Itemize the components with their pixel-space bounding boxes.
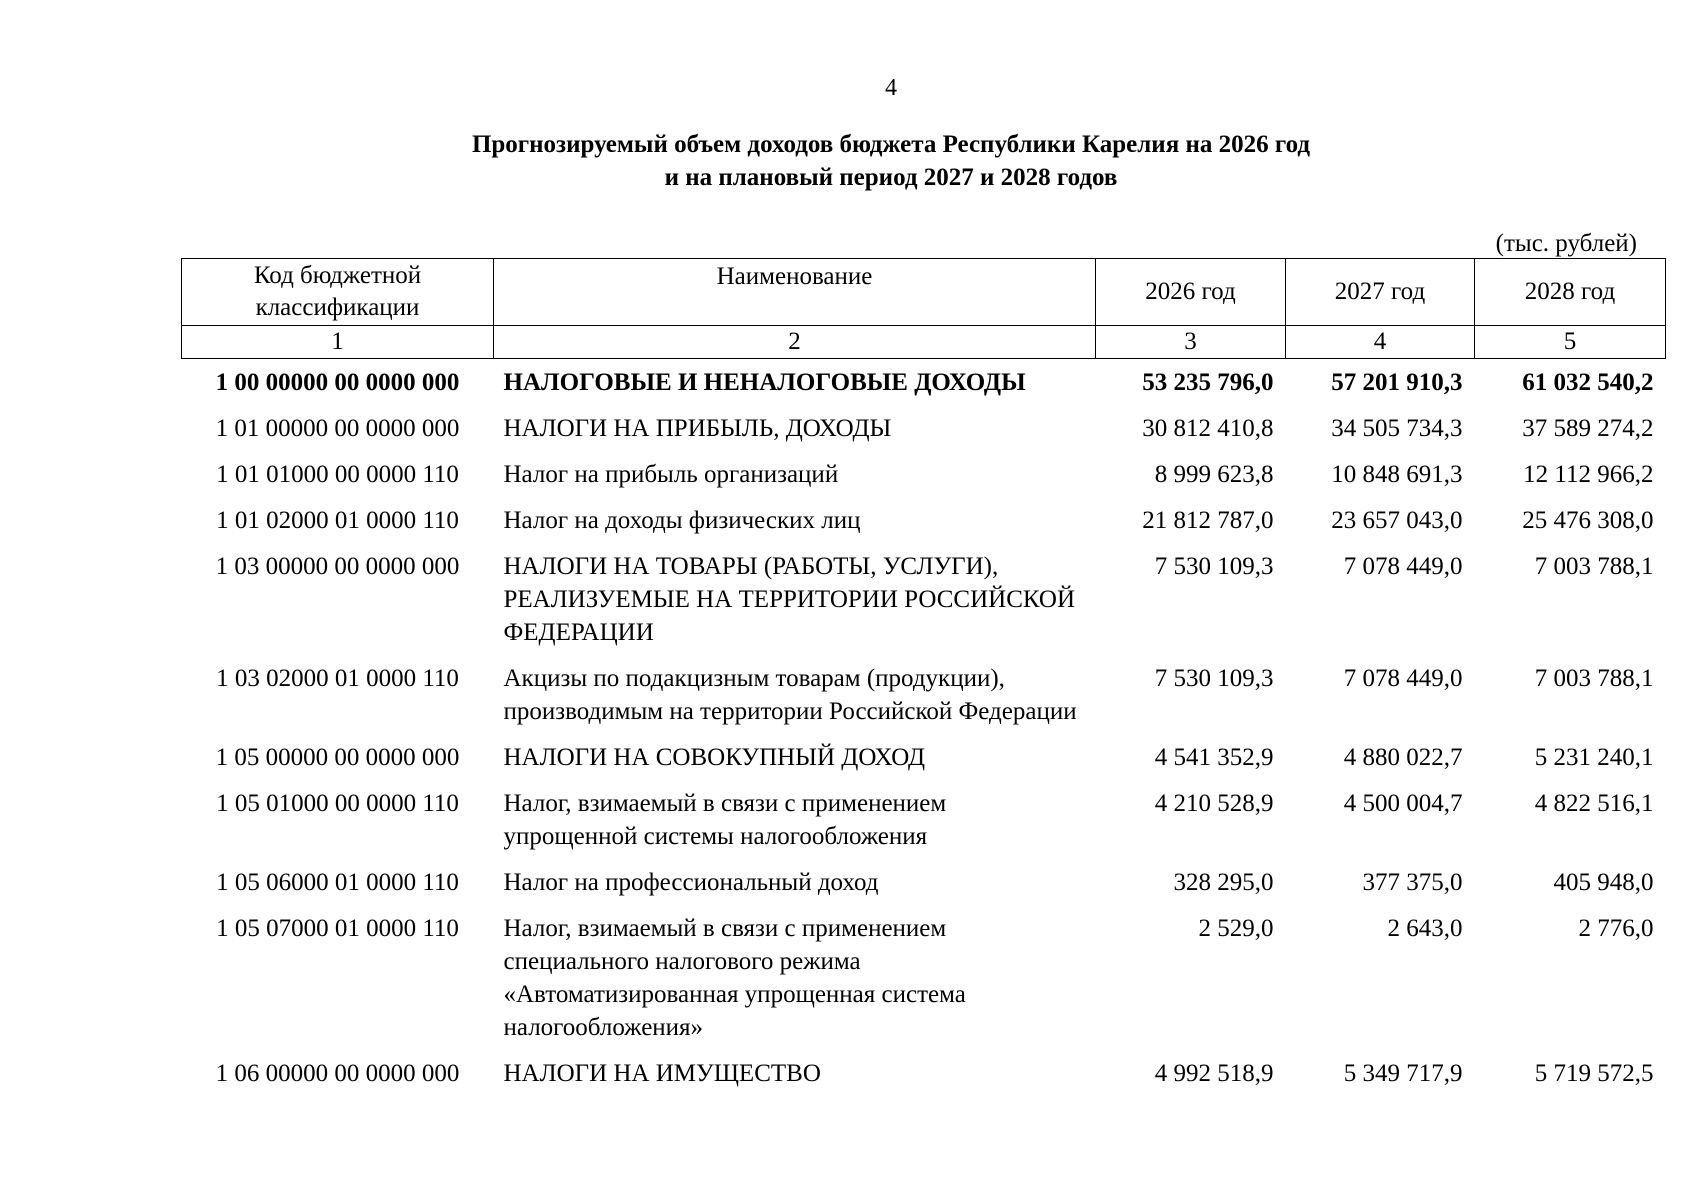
row-value-2027: 2 643,0 (1387, 915, 1463, 942)
row-name: НАЛОГИ НА СОВОКУПНЫЙ ДОХОД (503, 744, 926, 771)
row-name: Акцизы по подакцизным товарам (продукции), производимым на территории Российской Федерации (503, 665, 1077, 725)
column-numbers-row (182, 326, 1666, 359)
row-code: 1 05 00000 00 0000 000 (215, 744, 460, 771)
row-value-2028: 405 948,0 (1553, 869, 1654, 896)
row-name: НАЛОГИ НА ПРИБЫЛЬ, ДОХОДЫ (503, 415, 892, 442)
document-title-line-2: и на плановый период 2027 и 2028 годов (664, 164, 1118, 191)
table-row (182, 655, 1666, 734)
row-value-2026: 8 999 623,8 (1154, 461, 1274, 488)
page-number: 4 (885, 75, 897, 101)
row-value-2028: 7 003 788,1 (1534, 553, 1654, 580)
header-name: Наименование (494, 259, 1096, 326)
document-title-line-1: Прогнозируемый объем доходов бюджета Республики Карелия на 2026 год (471, 131, 1311, 158)
row-value-2028: 37 589 274,2 (1522, 415, 1654, 442)
column-number: 4 (1286, 326, 1475, 359)
row-value-2026: 2 529,0 (1198, 915, 1274, 942)
revenue-table (181, 258, 1666, 1096)
row-name: Налог на прибыль организаций (503, 461, 839, 488)
column-number: 1 (182, 326, 494, 359)
header-code: Код бюджетной классификации (182, 259, 494, 326)
table-header (182, 259, 1666, 359)
row-value-2027: 7 078 449,0 (1343, 665, 1463, 692)
row-value-2028: 61 032 540,2 (1522, 369, 1654, 396)
row-code: 1 05 07000 01 0000 110 (216, 915, 459, 942)
table-row (182, 905, 1666, 1050)
row-value-2027: 4 500 004,7 (1343, 790, 1463, 817)
row-code: 1 05 01000 00 0000 110 (216, 790, 459, 817)
table-row (182, 451, 1666, 497)
row-value-2027: 377 375,0 (1362, 869, 1463, 896)
column-number: 2 (494, 326, 1096, 359)
row-code: 1 05 06000 01 0000 110 (216, 869, 459, 896)
row-name: Налог на доходы физических лиц (503, 507, 861, 534)
row-value-2027: 10 848 691,3 (1331, 461, 1463, 488)
header-2027: 2027 год (1286, 259, 1475, 326)
table-row (182, 1050, 1666, 1096)
row-code: 1 00 00000 00 0000 000 (215, 369, 460, 396)
table-row (182, 780, 1666, 859)
column-number: 5 (1475, 326, 1666, 359)
row-value-2027: 57 201 910,3 (1331, 369, 1463, 396)
table-row (182, 405, 1666, 451)
row-value-2026: 4 541 352,9 (1154, 744, 1274, 771)
row-name: Налог, взимаемый в связи с применением упрощенной системы налогообложения (503, 790, 947, 850)
row-name: Налог на профессиональный доход (503, 869, 879, 896)
row-code: 1 06 00000 00 0000 000 (215, 1060, 460, 1087)
row-value-2027: 4 880 022,7 (1343, 744, 1463, 771)
table-body (182, 359, 1666, 1097)
row-value-2028: 25 476 308,0 (1522, 507, 1654, 534)
row-code: 1 03 00000 00 0000 000 (215, 553, 460, 580)
row-value-2027: 7 078 449,0 (1343, 553, 1463, 580)
row-name: НАЛОГИ НА ТОВАРЫ (РАБОТЫ, УСЛУГИ), РЕАЛИЗУЕМЫЕ НА ТЕРРИТОРИИ РОССИЙСКОЙ ФЕДЕРАЦИИ (503, 553, 1076, 646)
row-value-2026: 328 295,0 (1173, 869, 1274, 896)
row-value-2026: 21 812 787,0 (1142, 507, 1274, 534)
row-value-2028: 7 003 788,1 (1534, 665, 1654, 692)
table-row (182, 497, 1666, 543)
units-label: (тыс. рублей) (1495, 230, 1637, 257)
row-value-2028: 12 112 966,2 (1523, 461, 1654, 488)
row-value-2026: 4 210 528,9 (1154, 790, 1274, 817)
row-value-2026: 7 530 109,3 (1154, 665, 1274, 692)
row-value-2026: 30 812 410,8 (1142, 415, 1274, 442)
row-value-2027: 23 657 043,0 (1331, 507, 1463, 534)
column-number: 3 (1096, 326, 1286, 359)
row-code: 1 03 02000 01 0000 110 (216, 665, 459, 692)
row-code: 1 01 02000 01 0000 110 (216, 507, 459, 534)
row-value-2028: 2 776,0 (1578, 915, 1654, 942)
row-value-2026: 53 235 796,0 (1142, 369, 1274, 396)
row-name: НАЛОГОВЫЕ И НЕНАЛОГОВЫЕ ДОХОДЫ (503, 369, 1026, 396)
row-value-2027: 34 505 734,3 (1331, 415, 1463, 442)
row-code: 1 01 00000 00 0000 000 (215, 415, 460, 442)
row-value-2027: 5 349 717,9 (1343, 1060, 1463, 1087)
table-row (182, 734, 1666, 780)
row-name: Налог, взимаемый в связи с применением специального налогового режима «Автоматизированная упрощенная система налогообложения» (503, 915, 966, 1041)
header-2026: 2026 год (1096, 259, 1286, 326)
table-row (182, 859, 1666, 905)
header-row (182, 259, 1666, 326)
row-code: 1 01 01000 00 0000 110 (216, 461, 459, 488)
header-2028: 2028 год (1475, 259, 1666, 326)
row-value-2028: 4 822 516,1 (1534, 790, 1654, 817)
row-name: НАЛОГИ НА ИМУЩЕСТВО (503, 1060, 821, 1087)
row-value-2028: 5 231 240,1 (1534, 744, 1654, 771)
row-value-2026: 7 530 109,3 (1154, 553, 1274, 580)
document-title (0, 128, 1697, 194)
table-row (182, 359, 1666, 406)
row-value-2028: 5 719 572,5 (1534, 1060, 1654, 1087)
table-row (182, 543, 1666, 655)
row-value-2026: 4 992 518,9 (1154, 1060, 1274, 1087)
